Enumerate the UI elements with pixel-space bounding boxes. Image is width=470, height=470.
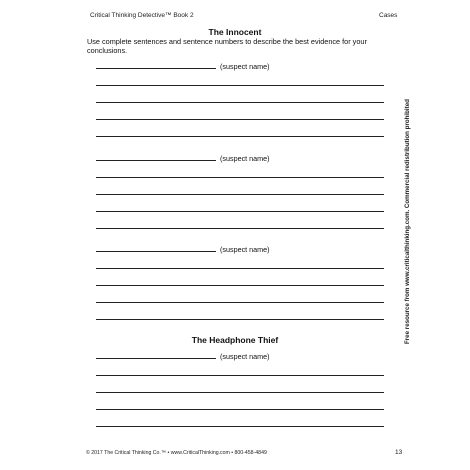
answer-line[interactable] bbox=[96, 268, 384, 269]
suspect-name-label: (suspect name) bbox=[220, 62, 270, 71]
suspect-name-label: (suspect name) bbox=[220, 245, 270, 254]
answer-line[interactable] bbox=[96, 302, 384, 303]
answer-line[interactable] bbox=[96, 119, 384, 120]
answer-line[interactable] bbox=[96, 85, 384, 86]
header-book-title: Critical Thinking Detective™ Book 2 bbox=[90, 12, 194, 19]
instructions-text: Use complete sentences and sentence numbers to describe the best evidence for your conclusions. bbox=[87, 37, 367, 55]
answer-line[interactable] bbox=[96, 375, 384, 376]
answer-line[interactable] bbox=[96, 409, 384, 410]
suspect-name-label: (suspect name) bbox=[220, 352, 270, 361]
answer-line[interactable] bbox=[96, 102, 384, 103]
answer-line[interactable] bbox=[96, 228, 384, 229]
copyright-side-note: Free resource from www.criticalthinking.com. Commercial redistribution prohibited bbox=[404, 99, 411, 344]
answer-line[interactable] bbox=[96, 392, 384, 393]
answer-line[interactable] bbox=[96, 194, 384, 195]
section-title-innocent: The Innocent bbox=[208, 27, 262, 37]
answer-line[interactable] bbox=[96, 211, 384, 212]
footer-copyright: © 2017 The Critical Thinking Co.™ • www.CriticalThinking.com • 800-458-4849 bbox=[86, 450, 267, 456]
answer-line[interactable] bbox=[96, 319, 384, 320]
suspect-name-line[interactable] bbox=[96, 68, 216, 69]
page-number: 13 bbox=[395, 449, 403, 456]
answer-line[interactable] bbox=[96, 177, 384, 178]
suspect-name-label: (suspect name) bbox=[220, 154, 270, 163]
suspect-name-line[interactable] bbox=[96, 251, 216, 252]
suspect-name-line[interactable] bbox=[96, 358, 216, 359]
answer-line[interactable] bbox=[96, 426, 384, 427]
header-section-label: Cases bbox=[379, 12, 398, 19]
section-title-headphone-thief: The Headphone Thief bbox=[191, 335, 279, 345]
suspect-name-line[interactable] bbox=[96, 160, 216, 161]
answer-line[interactable] bbox=[96, 136, 384, 137]
answer-line[interactable] bbox=[96, 285, 384, 286]
